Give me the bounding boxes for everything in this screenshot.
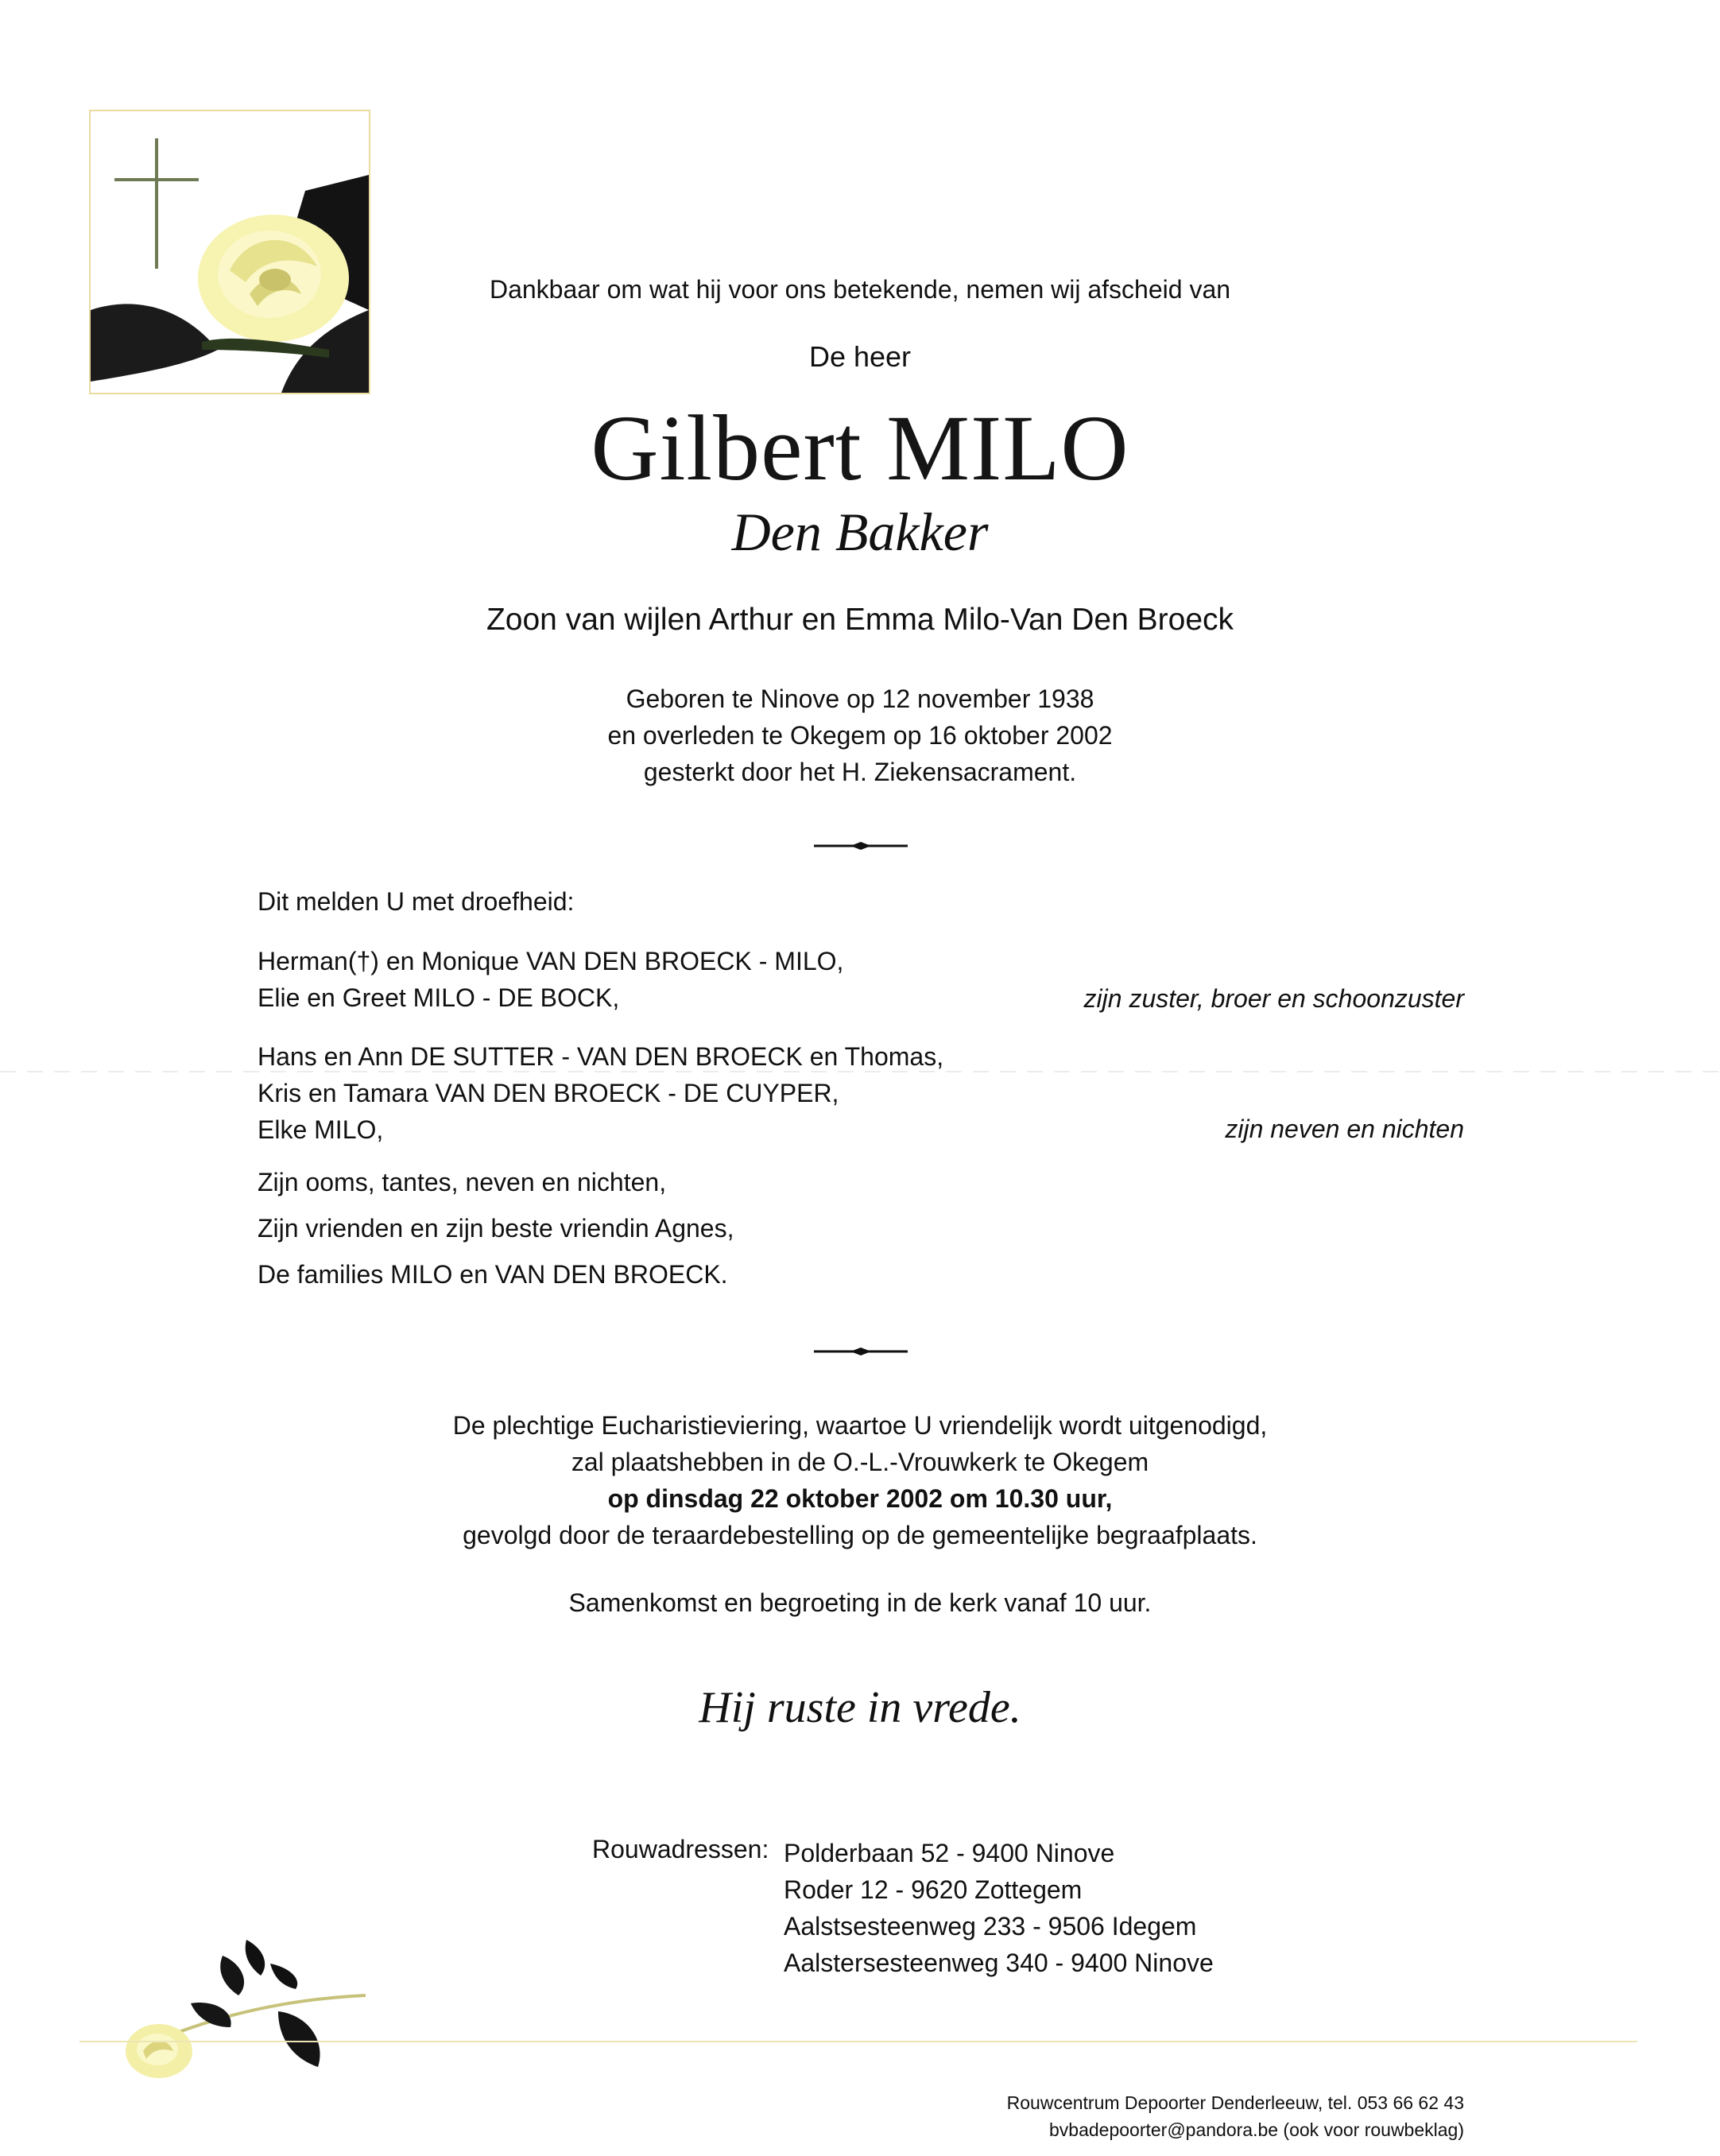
service-date: op dinsdag 22 oktober 2002 om 10.30 uur,: [607, 1484, 1113, 1513]
address-item: Polderbaan 52 - 9400 Ninove: [784, 1839, 1115, 1867]
parents-line: Zoon van wijlen Arthur en Emma Milo-Van Den Broeck: [486, 603, 1234, 637]
footer-divider: [79, 2040, 1637, 2043]
relation-siblings: zijn zuster, broer en schoonzuster: [1083, 984, 1464, 1013]
honorific: De heer: [808, 340, 912, 373]
ornamental-divider-icon: [814, 1337, 908, 1366]
nickname: Den Bakker: [731, 502, 989, 562]
death-line: en overleden te Okegem op 16 oktober 2002: [607, 721, 1113, 750]
rose-icon: [79, 1932, 366, 2091]
intro-text: Dankbaar om wat hij voor ons betekende, nemen wij afscheid van: [489, 275, 1231, 304]
family-line: Elke MILO,: [258, 1115, 384, 1144]
family-line: Herman(†) en Monique VAN DEN BROECK - MILO,: [258, 947, 844, 975]
undertaker-email: bvbadepoorter@pandora.be (ook voor rouwbeklag): [1048, 2119, 1464, 2140]
service-block: [0, 1407, 1720, 1553]
address-item: Aalstersesteenweg 340 - 9400 Ninove: [784, 1949, 1214, 1977]
family-line: Zijn vrienden en zijn beste vriendin Agnes,: [258, 1214, 734, 1243]
family-others: [258, 1159, 734, 1297]
family-line: De families MILO en VAN DEN BROECK.: [258, 1260, 728, 1289]
undertaker-info: [1007, 2089, 1464, 2143]
address-item: Roder 12 - 9620 Zottegem: [784, 1875, 1083, 1904]
addresses-list: [784, 1835, 1214, 1981]
deceased-name: Gilbert MILO: [591, 396, 1129, 500]
family-line: Zijn ooms, tantes, neven en nichten,: [258, 1168, 667, 1196]
family-line: Hans en Ann DE SUTTER - VAN DEN BROECK en Thomas,: [258, 1042, 944, 1071]
family-line: Kris en Tamara VAN DEN BROECK - DE CUYPER,: [258, 1079, 839, 1107]
undertaker-line: Rouwcentrum Depoorter Denderleeuw, tel. 053 66 62 43: [1006, 2092, 1464, 2113]
farewell-text: Hij ruste in vrede.: [699, 1683, 1021, 1732]
sacrament-line: gesterkt door het H. Ziekensacrament.: [643, 758, 1077, 786]
relation-cousins: zijn neven en nichten: [1225, 1115, 1464, 1143]
bio-block: [0, 681, 1720, 790]
ornamental-divider-icon: [814, 832, 908, 860]
family-line: Elie en Greet MILO - DE BOCK,: [258, 983, 620, 1012]
gathering-text: Samenkomst en begroeting in de kerk vanaf 10 uur.: [568, 1588, 1152, 1617]
family-group-cousins: [258, 1038, 943, 1148]
addresses-label: Rouwadressen:: [592, 1835, 769, 1863]
birth-line: Geboren te Ninove op 12 november 1938: [626, 684, 1094, 713]
address-item: Aalstsesteenweg 233 - 9506 Idegem: [784, 1912, 1197, 1941]
announcement-lead: Dit melden U met droefheid:: [258, 887, 575, 916]
service-line: gevolgd door de teraardebestelling op de gemeentelijke begraafplaats.: [463, 1521, 1257, 1549]
service-line: De plechtige Eucharistieviering, waartoe U vriendelijk wordt uitgenodigd,: [452, 1411, 1268, 1440]
family-group-siblings: [258, 943, 843, 1016]
service-line: zal plaatshebben in de O.-L.-Vrouwkerk te Okegem: [571, 1448, 1149, 1476]
